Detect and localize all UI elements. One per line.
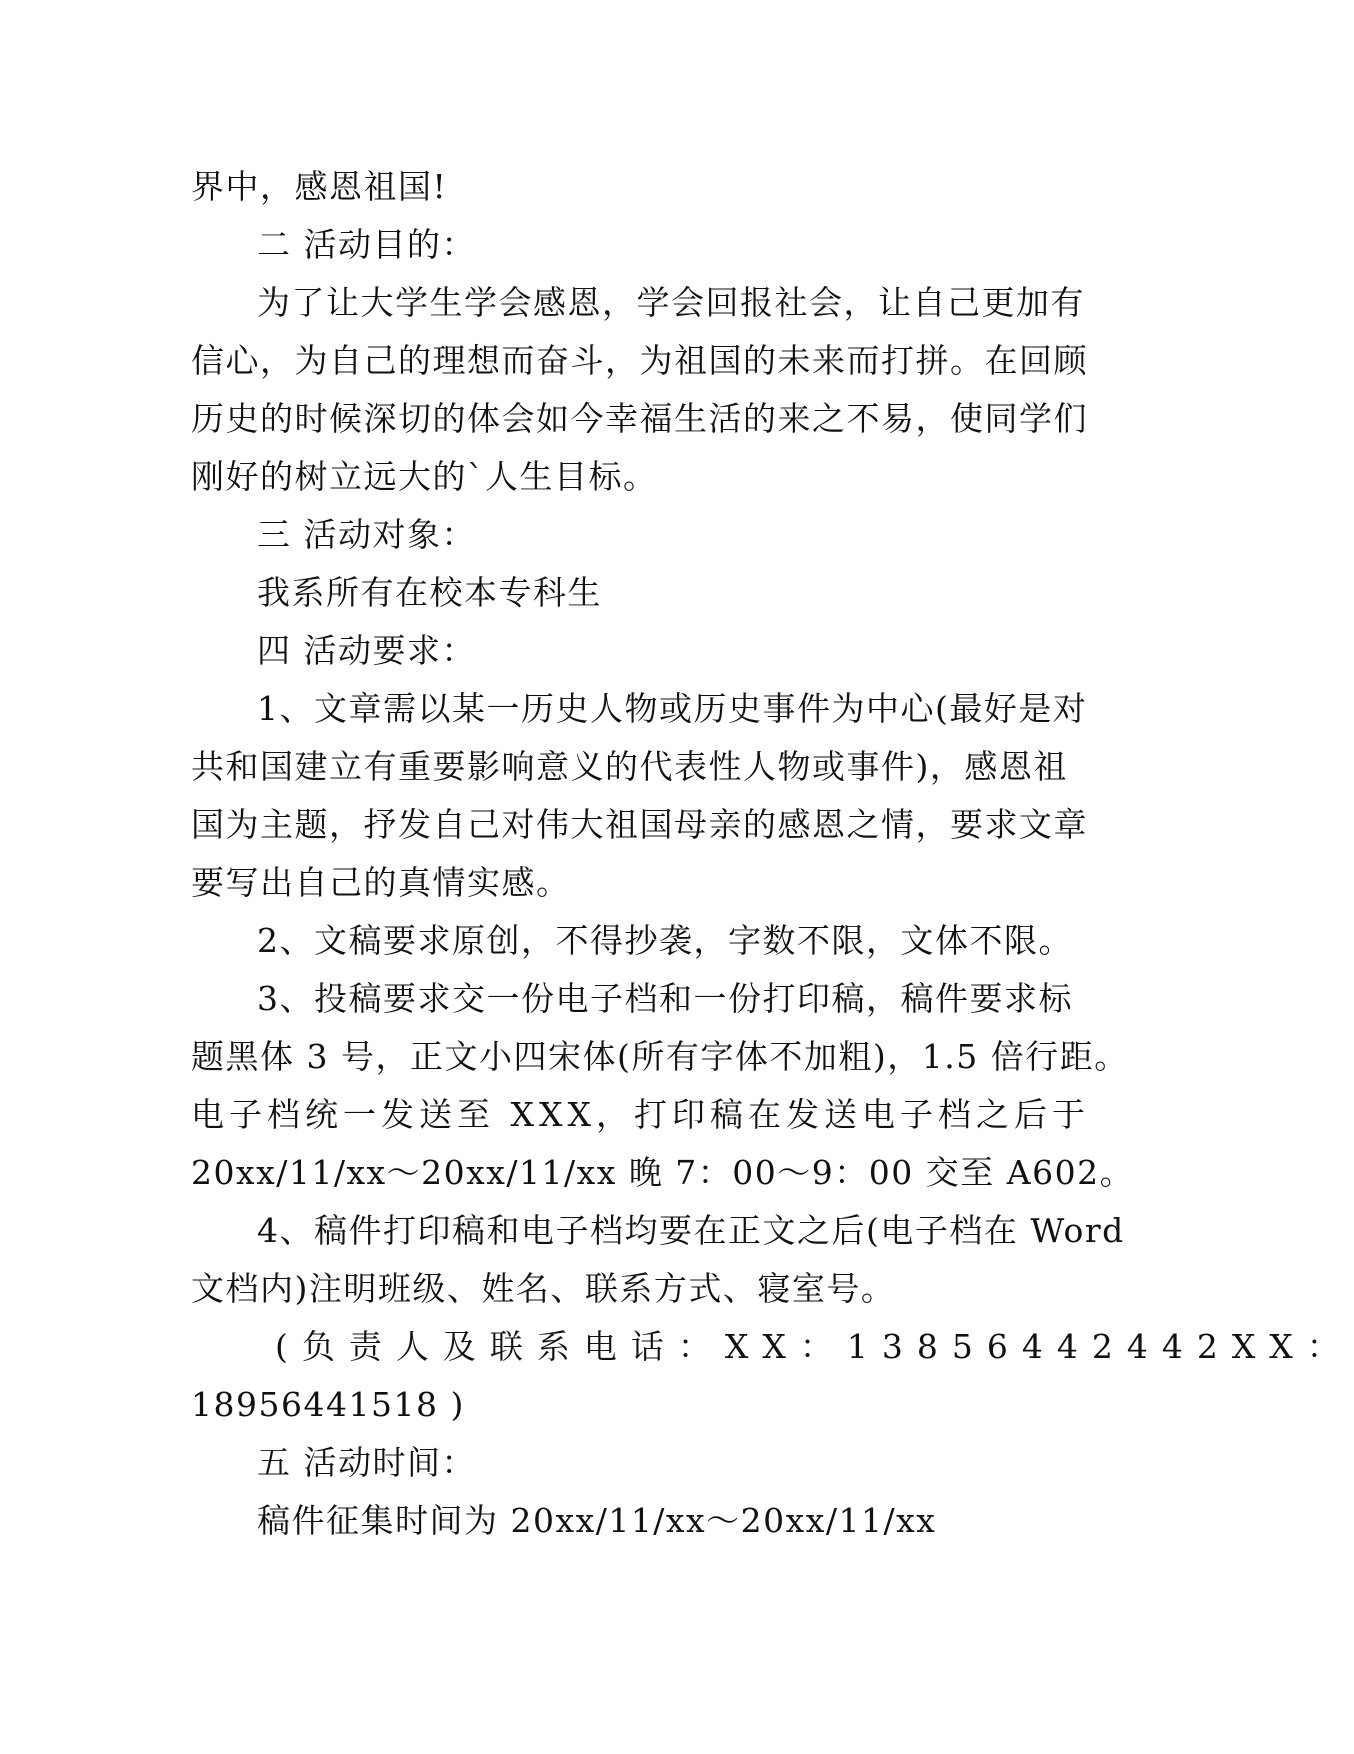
paragraph-line: 20xx/11/xx～20xx/11/xx 晚 7：00～9：00 交至 A602。 <box>191 1153 1135 1192</box>
paragraph-line: 1、文章需以某一历史人物或历史事件为中心(最好是对 <box>257 689 1088 728</box>
paragraph-line: 要写出自己的真情实感。 <box>191 863 571 902</box>
paragraph-line: 为了让大学生学会感恩，学会回报社会，让自己更加有 <box>257 283 1085 322</box>
paragraph-line: 国为主题，抒发自己对伟大祖国母亲的感恩之情，要求文章 <box>191 805 1088 844</box>
section-heading-purpose: 二 活动目的： <box>257 225 476 264</box>
paragraph-line: 信心，为自己的理想而奋斗，为祖国的未来而打拼。在回顾 <box>191 341 1088 380</box>
paragraph-line: 4、稿件打印稿和电子档均要在正文之后(电子档在 Word <box>257 1211 1125 1250</box>
section-heading-audience: 三 活动对象： <box>257 515 476 554</box>
paragraph-line: 共和国建立有重要影响意义的代表性人物或事件)，感恩祖 <box>191 747 1068 786</box>
paragraph-line: 历史的时候深切的体会如今幸福生活的来之不易，使同学们 <box>191 399 1088 438</box>
section-heading-requirements: 四 活动要求： <box>257 631 476 670</box>
paragraph-line: 题黑体 3 号，正文小四宋体(所有字体不加粗)，1.5 倍行距。 <box>191 1037 1129 1076</box>
paragraph-line: 刚好的树立远大的`人生目标。 <box>191 457 658 496</box>
contact-line: 18956441518 ) <box>191 1385 465 1424</box>
contact-line: (负责人及联系电话：XX：13856442442XX： <box>275 1327 1354 1366</box>
section-heading-time: 五 活动时间： <box>257 1443 476 1482</box>
paragraph-line: 电子档统一发送至 XXX，打印稿在发送电子档之后于 <box>191 1095 1090 1134</box>
paragraph-line: 3、投稿要求交一份电子档和一份打印稿，稿件要求标 <box>257 979 1073 1018</box>
paragraph-line: 我系所有在校本专科生 <box>257 573 602 612</box>
paragraph-line: 文档内)注明班级、姓名、联系方式、寝室号。 <box>191 1269 896 1308</box>
document-body <box>191 158 1354 1550</box>
paragraph-line: 2、文稿要求原创，不得抄袭，字数不限，文体不限。 <box>257 921 1073 960</box>
paragraph-line: 稿件征集时间为 20xx/11/xx～20xx/11/xx <box>257 1501 937 1540</box>
paragraph-line: 界中，感恩祖国! <box>191 167 448 206</box>
